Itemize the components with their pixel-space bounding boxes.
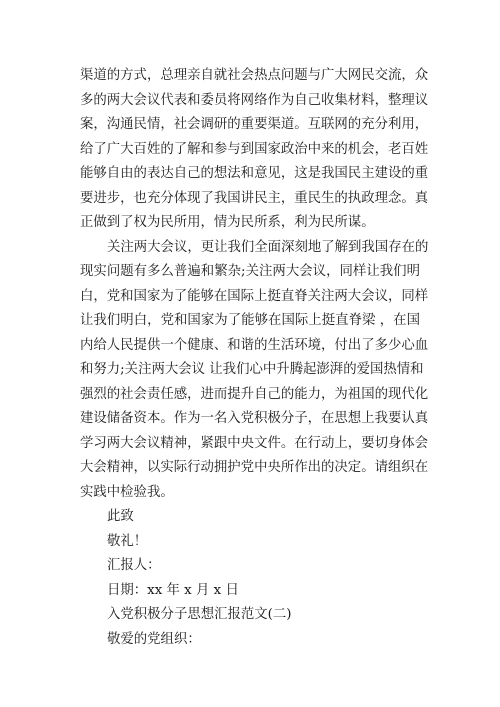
text-line: 能够自由的表达自己的想法和意见，这是我国民主建设的重 — [80, 166, 429, 181]
text-line: 渠道的方式，总理亲自就社会热点问题与广大网民交流，众 — [80, 68, 429, 83]
text-line: 现实问题有多么普遍和繁杂;关注两大会议，同样让我们明 — [80, 264, 420, 279]
text-line: 和努力;关注两大会议 让我们心中升腾起澎湃的爱国热情和 — [80, 362, 424, 377]
salutation-line-1: 此致 — [107, 509, 134, 524]
paragraph-2 — [80, 236, 429, 506]
text-line: 学习两大会议精神，紧跟中央文件。在行动上，要切身体会 — [80, 435, 429, 451]
text-line: 大会精神，以实际行动拥护党中央所作出的决定。请组织在 — [80, 460, 429, 475]
closing-block — [80, 505, 420, 652]
date-line: 日期：xx 年 x 月 x 日 — [107, 582, 239, 598]
text-line: 白，党和国家为了能够在国际上挺直脊关注两大会议，同样 — [80, 288, 429, 304]
paragraph-1 — [80, 64, 429, 236]
text-line: 要进步，也充分体现了我国讲民主，重民生的执政理念。真 — [80, 190, 429, 206]
text-line: 给了广大百姓的了解和参与到国家政治中来的机会，老百姓 — [80, 141, 429, 157]
document-body — [80, 64, 429, 652]
text-line: 正做到了权为民所用，情为民所系，利为民所谋。 — [80, 215, 375, 230]
next-article-title: 入党积极分子思想汇报范文(二) — [107, 607, 292, 622]
salutation-line-2: 敬礼！ — [107, 533, 148, 549]
reporter-label: 汇报人： — [107, 558, 161, 573]
text-line: 建设储备资本。作为一名入党积极分子，在思想上我要认真 — [80, 411, 429, 426]
text-line: 让我们明白，党和国家为了能够在国际上挺直脊梁 ，在国 — [80, 313, 420, 328]
text-line: 强烈的社会责任感，进而提升自己的能力，为祖国的现代化 — [80, 386, 429, 402]
text-line: 内给人民提供一个健康、和谐的生活环境，付出了多少心血 — [80, 337, 429, 353]
text-line: 关注两大会议，更让我们全面深刻地了解到我国存在的 — [107, 239, 429, 255]
text-line: 多的两大会议代表和委员将网络作为自己收集材料，整理议 — [80, 92, 429, 108]
text-line: 实践中检验我。 — [80, 484, 174, 500]
greeting-line: 敬爱的党组织： — [107, 631, 201, 647]
text-line: 案，沟通民情，社会调研的重要渠道。互联网的充分利用， — [80, 117, 429, 132]
